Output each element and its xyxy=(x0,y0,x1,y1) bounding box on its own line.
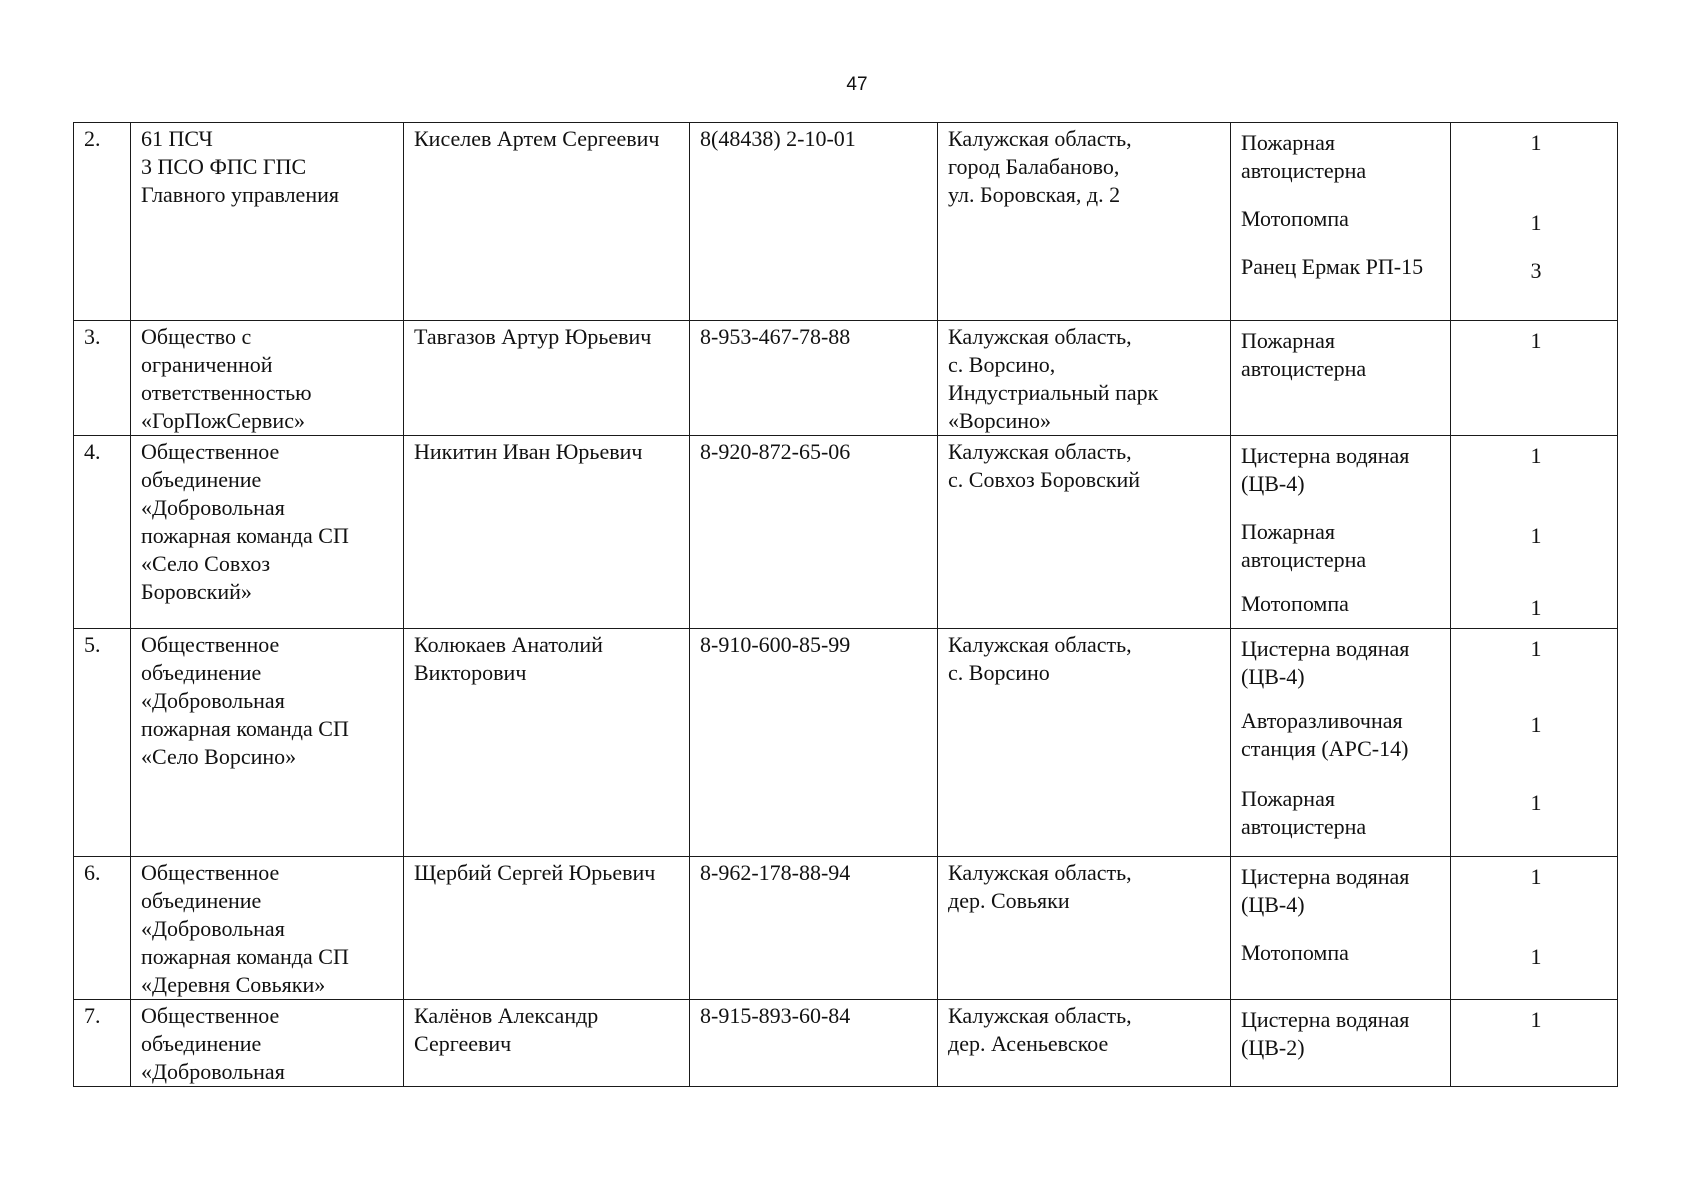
organization-line: «Село Ворсино» xyxy=(141,744,297,769)
responsible-person: Киселев Артем Сергеевич xyxy=(414,126,660,151)
row-number-cell xyxy=(74,436,131,629)
organization-cell xyxy=(131,123,404,321)
responsible-person: Никитин Иван Юрьевич xyxy=(414,439,643,464)
equipment-item: Авторазливочная станция (АРС-14) xyxy=(1241,708,1409,761)
address-line: город Балабаново, xyxy=(948,154,1120,179)
organization-line: «Добровольная xyxy=(141,916,285,941)
organization-line: «Добровольная xyxy=(141,688,285,713)
organization-line: объединение xyxy=(141,888,262,913)
equipment-quantity: 1 xyxy=(1530,636,1542,661)
address-line: Калужская область, xyxy=(948,324,1132,349)
address-line: Индустриальный парк xyxy=(948,380,1159,405)
equipment-quantity: 1 xyxy=(1530,210,1542,235)
address-line: «Ворсино» xyxy=(948,408,1051,433)
address-line: Калужская область, xyxy=(948,632,1132,657)
phone-cell xyxy=(690,436,938,629)
equipment-cell xyxy=(1231,436,1451,629)
responsible-person: Калёнов Александр Сергеевич xyxy=(414,1003,599,1056)
organization-line: Общество с xyxy=(141,324,252,349)
equipment-item: Цистерна водяная (ЦВ-4) xyxy=(1241,636,1410,689)
address-cell xyxy=(938,857,1231,1000)
responsible-person-cell xyxy=(404,123,690,321)
equipment-cell xyxy=(1231,629,1451,857)
equipment-item: Мотопомпа xyxy=(1241,940,1349,965)
phone-cell xyxy=(690,857,938,1000)
row-number-cell xyxy=(74,857,131,1000)
phone-number: 8-962-178-88-94 xyxy=(700,860,851,885)
row-number: 3. xyxy=(84,324,101,349)
equipment-item: Цистерна водяная (ЦВ-4) xyxy=(1241,443,1410,496)
phone-cell xyxy=(690,1000,938,1087)
equipment-item: Пожарная автоцистерна xyxy=(1241,328,1367,381)
responsible-person: Щербий Сергей Юрьевич xyxy=(414,860,656,885)
row-number-cell xyxy=(74,123,131,321)
phone-cell xyxy=(690,123,938,321)
address-line: Калужская область, xyxy=(948,439,1132,464)
address-cell xyxy=(938,123,1231,321)
organization-line: «Добровольная xyxy=(141,1059,285,1084)
equipment-cell xyxy=(1231,123,1451,321)
table-row xyxy=(74,321,1618,436)
organization-line: 3 ПСО ФПС ГПС xyxy=(141,154,307,179)
equipment-quantity: 1 xyxy=(1530,130,1542,155)
address-line: дер. Совьяки xyxy=(948,888,1070,913)
organization-line: пожарная команда СП xyxy=(141,523,349,548)
responsible-person-cell xyxy=(404,436,690,629)
equipment-item: Мотопомпа xyxy=(1241,591,1349,616)
organization-line: Общественное xyxy=(141,1003,280,1028)
organization-cell xyxy=(131,629,404,857)
address-line: дер. Асеньевское xyxy=(948,1031,1109,1056)
organization-cell xyxy=(131,1000,404,1087)
table-row xyxy=(74,436,1618,629)
organization-line: «Деревня Совьяки» xyxy=(141,972,326,997)
organization-line: ответственностью xyxy=(141,380,312,405)
organization-line: Общественное xyxy=(141,632,280,657)
table-row xyxy=(74,857,1618,1000)
address-line: ул. Боровская, д. 2 xyxy=(948,182,1121,207)
organization-line: объединение xyxy=(141,660,262,685)
equipment-table xyxy=(73,122,1618,1087)
row-number: 7. xyxy=(84,1003,101,1028)
organization-line: пожарная команда СП xyxy=(141,944,349,969)
phone-number: 8-910-600-85-99 xyxy=(700,632,851,657)
equipment-quantity: 1 xyxy=(1530,944,1542,969)
row-number: 4. xyxy=(84,439,101,464)
row-number-cell xyxy=(74,1000,131,1087)
equipment-item: Ранец Ермак РП-15 xyxy=(1241,254,1424,279)
equipment-item: Пожарная автоцистерна xyxy=(1241,786,1367,839)
address-cell xyxy=(938,1000,1231,1087)
phone-number: 8-915-893-60-84 xyxy=(700,1003,851,1028)
phone-number: 8-920-872-65-06 xyxy=(700,439,851,464)
address-line: Калужская область, xyxy=(948,126,1132,151)
phone-cell xyxy=(690,321,938,436)
address-line: с. Ворсино, xyxy=(948,352,1056,377)
phone-number: 8-953-467-78-88 xyxy=(700,324,851,349)
address-cell xyxy=(938,629,1231,857)
table-row xyxy=(74,123,1618,321)
responsible-person-cell xyxy=(404,1000,690,1087)
equipment-cell xyxy=(1231,1000,1451,1087)
organization-line: пожарная команда СП xyxy=(141,716,349,741)
organization-line: объединение xyxy=(141,467,262,492)
equipment-quantity: 1 xyxy=(1530,712,1542,737)
equipment-quantity: 3 xyxy=(1530,258,1542,283)
equipment-quantity: 1 xyxy=(1530,595,1542,620)
table-row xyxy=(74,1000,1618,1087)
responsible-person: Тавгазов Артур Юрьевич xyxy=(414,324,652,349)
organization-cell xyxy=(131,321,404,436)
address-line: с. Совхоз Боровский xyxy=(948,467,1141,492)
organization-cell xyxy=(131,857,404,1000)
equipment-quantity: 1 xyxy=(1530,443,1542,468)
equipment-quantity: 1 xyxy=(1530,523,1542,548)
phone-number: 8(48438) 2-10-01 xyxy=(700,126,856,151)
quantity-cell xyxy=(1451,857,1618,1000)
quantity-cell xyxy=(1451,1000,1618,1087)
equipment-quantity: 1 xyxy=(1530,328,1542,353)
quantity-cell xyxy=(1451,436,1618,629)
equipment-item: Цистерна водяная (ЦВ-4) xyxy=(1241,864,1410,917)
phone-cell xyxy=(690,629,938,857)
organization-line: Боровский» xyxy=(141,579,252,604)
page-number: 47 xyxy=(846,74,868,95)
equipment-item: Мотопомпа xyxy=(1241,206,1349,231)
quantity-cell xyxy=(1451,321,1618,436)
quantity-cell xyxy=(1451,123,1618,321)
row-number: 2. xyxy=(84,126,101,151)
table-row xyxy=(74,629,1618,857)
organization-line: Главного управления xyxy=(141,182,339,207)
equipment-item: Пожарная автоцистерна xyxy=(1241,130,1367,183)
organization-cell xyxy=(131,436,404,629)
equipment-item: Пожарная автоцистерна xyxy=(1241,519,1367,572)
organization-line: Общественное xyxy=(141,439,280,464)
row-number: 5. xyxy=(84,632,101,657)
row-number-cell xyxy=(74,629,131,857)
equipment-cell xyxy=(1231,321,1451,436)
organization-line: объединение xyxy=(141,1031,262,1056)
equipment-quantity: 1 xyxy=(1530,1007,1542,1032)
address-line: Калужская область, xyxy=(948,1003,1132,1028)
organization-line: «Добровольная xyxy=(141,495,285,520)
responsible-person: Колюкаев Анатолий Викторович xyxy=(414,632,603,685)
row-number: 6. xyxy=(84,860,101,885)
organization-line: Общественное xyxy=(141,860,280,885)
organization-line: «Село Совхоз xyxy=(141,551,271,576)
organization-line: 61 ПСЧ xyxy=(141,126,213,151)
address-cell xyxy=(938,436,1231,629)
address-line: с. Ворсино xyxy=(948,660,1050,685)
address-cell xyxy=(938,321,1231,436)
organization-line: ограниченной xyxy=(141,352,273,377)
quantity-cell xyxy=(1451,629,1618,857)
equipment-quantity: 1 xyxy=(1530,790,1542,815)
organization-line: «ГорПожСервис» xyxy=(141,408,305,433)
responsible-person-cell xyxy=(404,321,690,436)
equipment-quantity: 1 xyxy=(1530,864,1542,889)
equipment-cell xyxy=(1231,857,1451,1000)
address-line: Калужская область, xyxy=(948,860,1132,885)
responsible-person-cell xyxy=(404,857,690,1000)
responsible-person-cell xyxy=(404,629,690,857)
row-number-cell xyxy=(74,321,131,436)
equipment-item: Цистерна водяная (ЦВ-2) xyxy=(1241,1007,1410,1060)
